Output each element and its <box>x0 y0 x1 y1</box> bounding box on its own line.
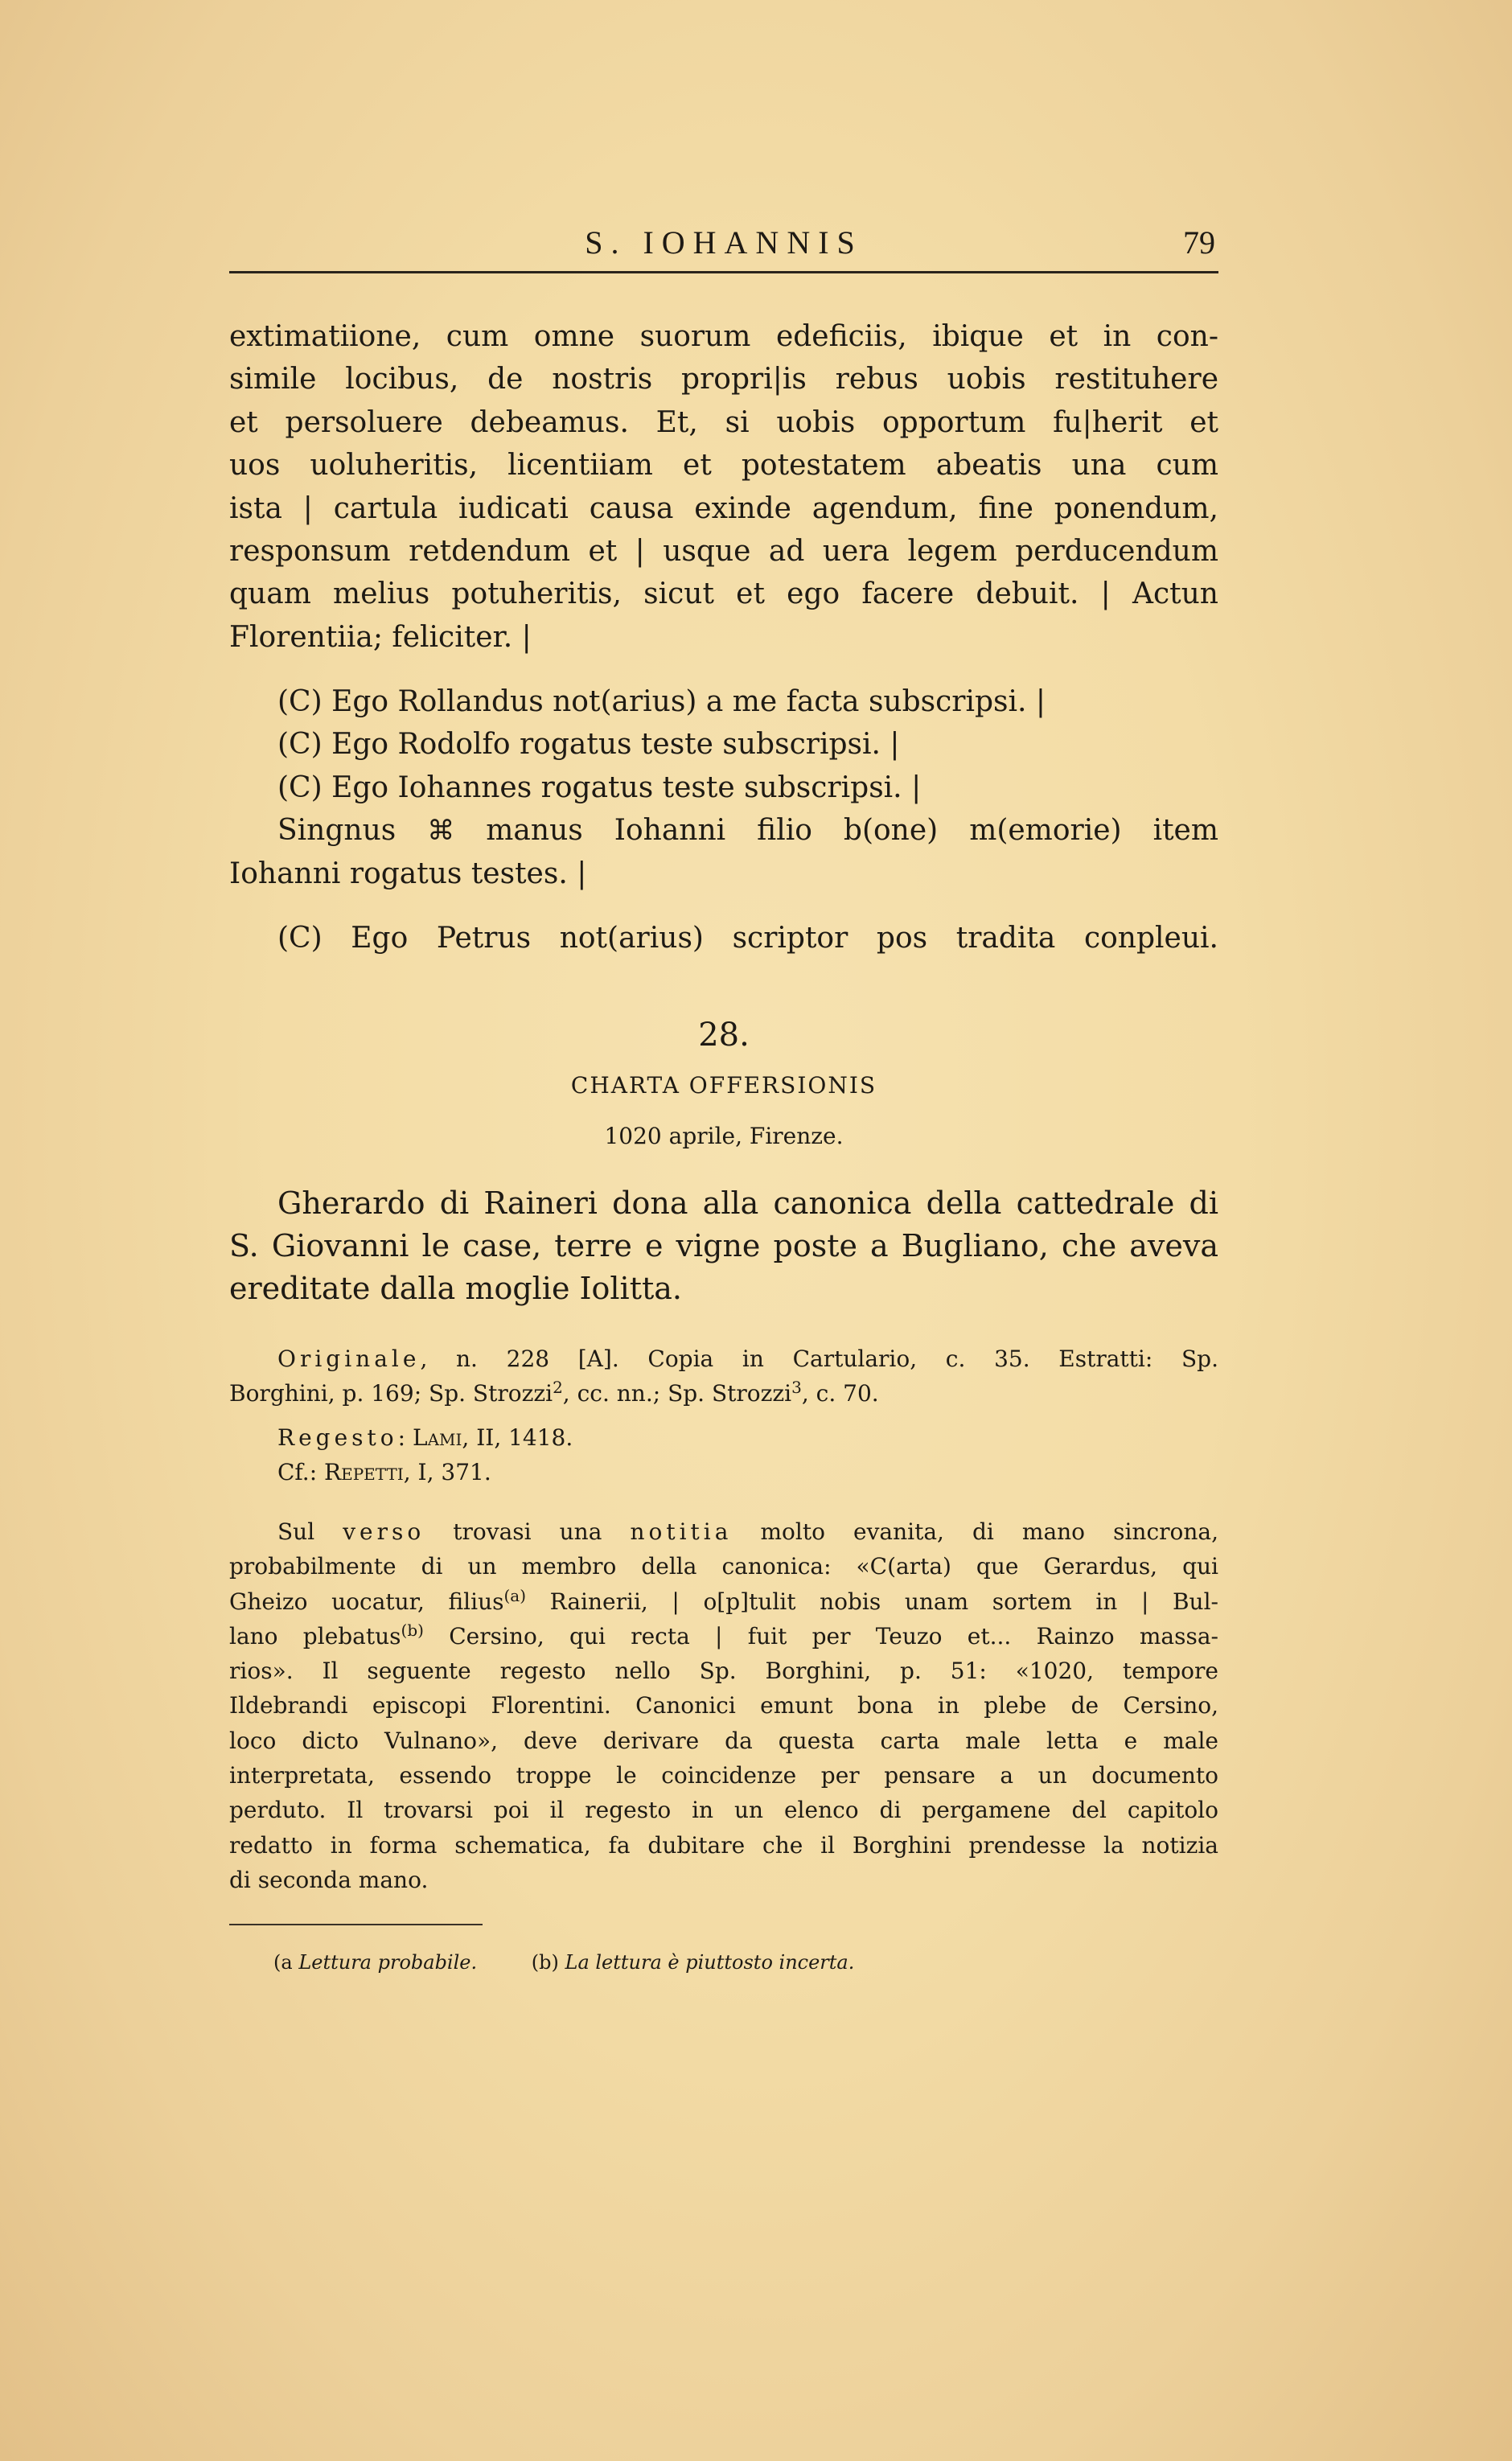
page-number: 79 <box>1183 224 1215 261</box>
regesto-line <box>229 1420 1218 1455</box>
tradition-text: , cc. nn.; Sp. Strozzi <box>562 1380 792 1407</box>
signum-text: manus Iohanni filio b(one) m(emorie) item <box>486 814 1218 848</box>
signum-cross-icon: ⌘ <box>427 815 455 848</box>
signum-continuation: Iohanni rogatus testes. | <box>229 857 587 890</box>
note-text: Cersino, qui recta | fuit per Teuzo et... Rainzo massa- <box>423 1622 1218 1650</box>
regesto-label: Regesto <box>277 1424 398 1451</box>
signum-line <box>229 809 1218 852</box>
running-title: S. IOHANNIS <box>585 224 863 261</box>
document-number: 28. <box>698 1017 750 1054</box>
note-line: redatto in forma schematica, fa dubitare che il Borghini prendesse la notizia <box>229 1831 1218 1859</box>
text-line: quam melius potuheritis, sicut et ego facere debuit. | Actun <box>229 577 1218 611</box>
text-line: responsum retdendum et | usque ad uera legem perducendum <box>229 534 1218 568</box>
regesto-block <box>229 1420 1218 1490</box>
cf-text: , I, 371. <box>403 1459 491 1486</box>
superscript: 2 <box>553 1378 563 1398</box>
summary-line: ereditate dalla moglie Iolitta. <box>229 1271 682 1306</box>
footnote-ref: (a) <box>503 1585 527 1605</box>
signum-label: Singnus <box>277 814 396 848</box>
text-line: extimatiione, cum omne suorum edeficiis, ibique et in con- <box>229 320 1218 353</box>
summary-line: Gherardo di Raineri dona alla canonica della cattedrale di <box>277 1185 1218 1221</box>
text-line: uos uoluheritis, licentiiam et potestatem abeatis una cum <box>229 449 1218 483</box>
note-line: loco dicto Vulnano», deve derivare da questa carta male letta e male <box>229 1727 1218 1754</box>
text-line: simile locibus, de nostris propri|is rebus uobis restituhere <box>229 363 1218 396</box>
text-line: ista | cartula iudicati causa exinde agendum, fine ponendum, <box>229 491 1218 525</box>
note-line: Ildebrandi episcopi Florentini. Canonici emunt bona in plebe de Cersino, <box>229 1692 1218 1719</box>
tradition-text: , n. 228 [A]. Copia in Cartulario, c. 35. Estratti: Sp. <box>420 1346 1218 1372</box>
note-line <box>229 1584 1218 1619</box>
footnote-a <box>273 1946 477 1978</box>
regesto-text: : <box>397 1424 413 1451</box>
footnote-rule <box>229 1924 483 1925</box>
tradition-text: , c. 70. <box>801 1380 879 1407</box>
note-text: Gheizo uocatur, filius <box>229 1588 504 1615</box>
footnote-text: La lettura è piuttosto incerta. <box>565 1951 855 1974</box>
cf-line <box>229 1455 1218 1489</box>
note-line: probabilmente di un membro della canonica: «C(arta) que Gerardus, qui <box>229 1553 1218 1580</box>
tradition-line <box>229 1341 1218 1376</box>
subscription-line: (C) Ego Iohannes rogatus teste subscripsi. | <box>277 770 922 804</box>
regesto-author: Lami <box>412 1424 462 1451</box>
note-text: Rainerii, | o[p]tulit nobis unam sortem in | Bul- <box>526 1588 1218 1615</box>
note-text: lano plebatus <box>229 1622 401 1650</box>
tradition-block <box>229 1341 1218 1411</box>
cf-label: Cf.: <box>277 1459 325 1486</box>
note-line <box>229 1514 1218 1549</box>
note-text: molto evanita, di mano sincrona, <box>732 1518 1218 1545</box>
footnote-marker: (a <box>273 1951 293 1974</box>
note-line: perduto. Il trovarsi poi il regesto in un elenco di pergamene del capitolo <box>229 1797 1218 1824</box>
summary-line: S. Giovanni le case, terre e vigne poste a Bugliano, che aveva <box>229 1228 1218 1263</box>
note-line: rios». Il seguente regesto nello Sp. Borghini, p. 51: «1020, tempore <box>229 1658 1218 1685</box>
document-title: CHARTA OFFERSIONIS <box>570 1072 877 1099</box>
footnote-text: Lettura probabile. <box>298 1951 478 1974</box>
scribe-line: (C) Ego Petrus not(arius) scriptor pos tradita conpleui. <box>277 922 1218 955</box>
subscription-line: (C) Ego Rodolfo rogatus teste subscripsi. | <box>277 728 900 762</box>
text-line: Florentiia; feliciter. | <box>229 620 532 654</box>
note-spaced-term: notitia <box>630 1518 733 1545</box>
footnotes <box>273 1946 902 1978</box>
footnote-marker: (b) <box>531 1951 559 1974</box>
originale-label: Originale <box>277 1346 421 1372</box>
note-line: interpretata, essendo troppe le coincidenze per pensare a un documento <box>229 1762 1218 1789</box>
footnote-ref: (b) <box>401 1620 424 1640</box>
text-line: et persoluere debeamus. Et, si uobis opportum fu|herit et <box>229 405 1218 439</box>
note-spaced-term: verso <box>343 1518 425 1545</box>
cf-author: Repetti <box>324 1459 404 1486</box>
subscription-line: (C) Ego Rollandus not(arius) a me facta subscripsi. | <box>277 685 1046 718</box>
tradition-text: Borghini, p. 169; Sp. Strozzi <box>229 1380 553 1407</box>
tradition-line <box>229 1376 1218 1411</box>
note-text: trovasi una <box>425 1518 631 1545</box>
regesto-text: , II, 1418. <box>462 1424 573 1451</box>
note-line: di seconda mano. <box>229 1866 429 1893</box>
footnote-b <box>532 1946 855 1978</box>
document-date: 1020 aprile, Firenze. <box>604 1123 844 1149</box>
charter-text-continued <box>229 315 1218 659</box>
note-text: Sul <box>277 1518 343 1545</box>
subscriptions <box>229 680 1218 895</box>
editorial-note <box>229 1514 1218 1897</box>
document-summary <box>229 1182 1218 1310</box>
scribe-subscription <box>229 917 1218 959</box>
header-rule <box>229 271 1218 273</box>
superscript: 3 <box>791 1378 802 1398</box>
note-line <box>229 1619 1218 1654</box>
running-header <box>229 219 1218 267</box>
